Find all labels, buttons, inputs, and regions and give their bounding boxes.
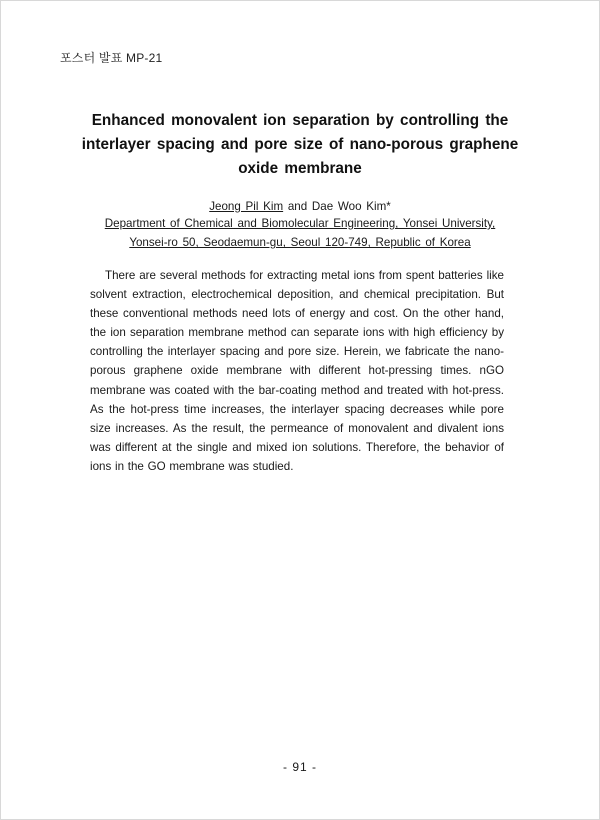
- paper-title: Enhanced monovalent ion separation by controlling the interlayer spacing and pore size of nano-porous graphene oxide membrane: [81, 112, 519, 177]
- affiliation: Department of Chemical and Biomolecular Engineering, Yonsei University, Yonsei-ro 50, Seodaemun-gu, Seoul 120-749, Republic of Korea: [104, 217, 496, 249]
- abstract-body: There are several methods for extracting metal ions from spent batteries like solvent extraction, electrochemical deposition, and chemical precipitation. But these conventional methods need lots of energy and cost. On the other hand, the ion separation membrane method can separate ions with high efficiency by controlling the interlayer spacing and pore size. Herein, we fabricate the nano-porous graphene oxide membrane with different hot-pressing times. nGO membrane was coated with the bar-coating method and treated with hot-press. As the hot-press time increases, the interlayer spacing decreases while pore size increases. As the result, the permeance of monovalent and divalent ions was different at the single and mixed ion solutions. Therefore, the behavior of ions in the GO membrane was studied.: [90, 269, 504, 473]
- second-author: Dae Woo Kim*: [311, 200, 391, 213]
- author-connector: and: [283, 200, 312, 213]
- first-author: Jeong Pil Kim: [209, 200, 284, 213]
- page-number: - 91 -: [282, 760, 317, 774]
- session-label: 포스터 발표 MP-21: [60, 51, 163, 65]
